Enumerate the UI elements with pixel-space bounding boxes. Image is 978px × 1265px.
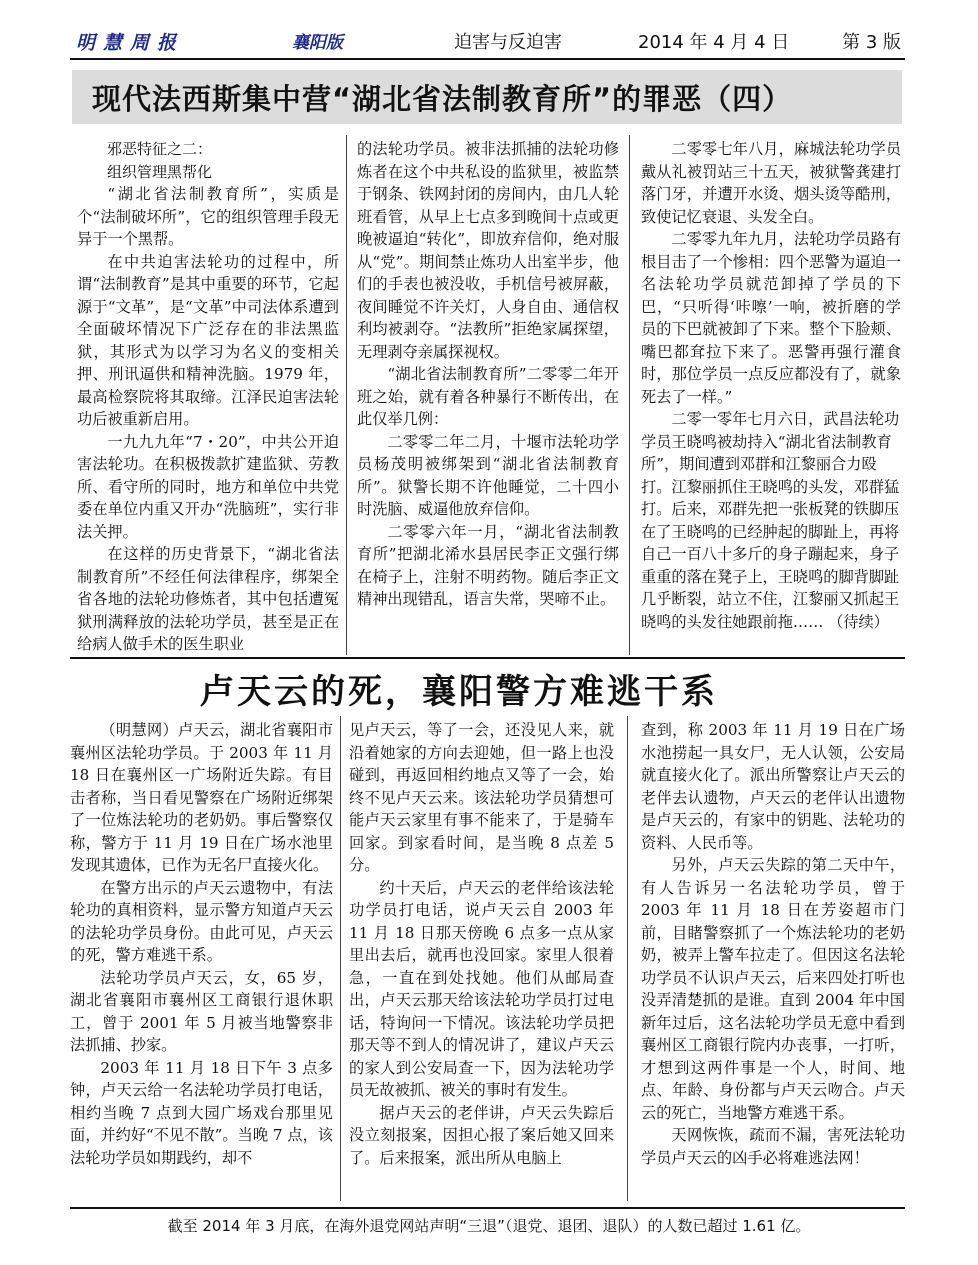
- paragraph: 在这样的历史背景下，“湖北省法制教育所”不经任何法律程序，绑架全省各地的法轮功修炼者，其中包括遭冤狱刑满释放的法轮功学员，甚至是正在给病人做手术的医生职业: [77, 545, 339, 653]
- article1-column-3: [641, 138, 901, 633]
- paragraph: 法轮功学员卢天云，女，65 岁，湖北省襄阳市襄州区工商银行退休职工，曾于 2001 年 5 月被当地警察非法抓捕、抄家。: [70, 968, 333, 1054]
- article2-column-2: [349, 719, 614, 1169]
- header-rule: [70, 58, 905, 60]
- article1-subheading: 组织管理黑帮化: [107, 162, 213, 181]
- article1-title: 现代法西斯集中营“湖北省法制教育所”的罪恶（四）: [92, 82, 793, 116]
- paragraph: 二零零二年二月，十堰市法轮功学员杨茂明被绑架到“湖北省法制教育所”。狱警长期不许他睡觉，二十四小时洗脑、威逼他放弃信仰。: [357, 432, 619, 518]
- paragraph: 约十天后，卢天云的老伴给该法轮功学员打电话，说卢天云自 2003 年 11 月 18 日那天傍晚 6 点多一点从家里出去后，就再也没回家。家里人很着急，一直在到处找她。他们从邮局查出，卢天云那天给该法轮功学员打过电话，特询问一下情况。该法轮功学员把那天等不到人的情况讲了，建议卢天云的家人到公安局查一下，因为法轮功学员无故被抓、被关的事时有发生。: [349, 878, 614, 1099]
- paragraph: （明慧网）卢天云，湖北省襄阳市襄州区法轮功学员。于 2003 年 11 月 18 日在襄州区一广场附近失踪。有目击者称，当日看见警察在广场附近绑架了一位炼法轮功的老奶奶。事后警察仅称，警方于 11 月 19 日在广场水池里发现其遗体，已作为无名尸直接火化。: [70, 721, 333, 874]
- paragraph: 另外，卢天云失踪的第二天中午，有人告诉另一名法轮功学员，曾于 2003 年 11 月 18 日在芳姿超市门前，目睹警察抓了一个炼法轮功的老奶奶，被弄上警车拉走了。但因这名法轮功学员不认识卢天云，后来四处打听也没弄清楚抓的是谁。直到 2004 年中国新年过后，这名法轮功学员无意中看到襄州区工商银行院内办丧事，一打听，才想到这两件事是一个人，时间、地点、年龄、身份都与卢天云吻合。卢天云的死亡，当地警方难逃干系。: [641, 856, 905, 1122]
- article-divider: [70, 657, 905, 659]
- column-divider: [627, 716, 628, 1201]
- paragraph: 二零零七年八月，麻城法轮功学员戴从礼被罚站三十五天，被狱警龚建打落门牙，并遭开水烫、烟头烫等酷刑，致使记忆衰退、头发全白。: [641, 140, 901, 226]
- article2-title: 卢天云的死，襄阳警方难逃干系: [200, 672, 718, 712]
- footer-rule: [70, 1207, 905, 1209]
- paragraph: 二零零六年一月，“湖北省法制教育所”把湖北浠水县居民李正文强行绑在椅子上，注射不明药物。随后李正文精神出现错乱，语言失常，哭啼不止。: [357, 522, 619, 608]
- column-divider: [340, 716, 341, 1201]
- paragraph: 一九九九年“7・20”，中共公开迫害法轮功。在积极拨款扩建监狱、劳教所、看守所的同时，地方和单位中共党委在单位内重又开办“洗脑班”，实行非法关押。: [77, 432, 339, 541]
- section-label: 迫害与反迫害: [454, 32, 562, 53]
- edition-label: 襄阳版: [292, 33, 343, 53]
- paragraph: 的法轮功学员。被非法抓捕的法轮功修炼者在这个中共私设的监狱里，被监禁于钢条、铁网封闭的房间内，由几人轮班看管，从早上七点多到晚间十点或更晚被逼迫“转化”，即放弃信仰，绝对服从“党”。期间禁止炼功人出室半步，他们的手表也被没收，手机信号被屏蔽，夜间睡觉不许关灯，人身自由、通信权利均被剥夺。“法教所”拒绝家属探望，无理剥夺亲属探视权。: [357, 140, 619, 361]
- paragraph: 见卢天云，等了一会，还没见人来，就沿着她家的方向去迎她，但一路上也没碰到，再返回相约地点又等了一会，始终不见卢天云来。该法轮功学员猜想可能卢天云家里有事不能来了，于是骑车回家。到家看时间，是当晚 8 点差 5 分。: [349, 721, 614, 874]
- masthead: 明慧周报: [76, 32, 185, 54]
- column-divider: [346, 135, 347, 655]
- paragraph: 查到，称 2003 年 11 月 19 日在广场水池捞起一具女尸，无人认领，公安局就直接火化了。派出所警察让卢天云的老伴去认遗物，卢天云的老伴认出遗物是卢天云的，有家中的钥匙、法轮功的资料、人民币等。: [641, 721, 905, 852]
- page-number: 第 3 版: [842, 32, 901, 53]
- paragraph: 天网恢恢，疏而不漏，害死法轮功学员卢天云的凶手必将难逃法网！: [641, 1126, 905, 1167]
- paragraph: 据卢天云的老伴讲，卢天云失踪后没立刻报案，因担心报了案后她又回来了。后来报案，派出所从电脑上: [349, 1103, 614, 1167]
- paragraph: 二零零九年九月，法轮功学员路有根目击了一个惨相：四个恶警为逼迫一名法轮功学员就范卸掉了学员的下巴，“只听得‘咔嚓’一响，被折磨的学员的下巴就被卸了下来。整个下脸颊、嘴巴都耷拉下来了。恶警再强行灌食时，那位学员一点反应都没有了，就象死去了一样。”: [641, 230, 901, 406]
- column-divider: [629, 135, 630, 655]
- paragraph: 在中共迫害法轮功的过程中，所谓“法制教育”是其中重要的环节，它起源于“文革”，是“文革”中司法体系遭到全面破坏情况下广泛存在的非法黑监狱，其形式为以学习为名义的变相关押、刑讯逼供和精神洗脑。1979 年，最高检察院将其取缔。江泽民迫害法轮功后被重新启用。: [77, 252, 339, 428]
- article1-column-2: [357, 138, 619, 611]
- paragraph: “湖北省法制教育所”，实质是个“法制破坏所”，它的组织管理手段无异于一个黑帮。: [77, 185, 339, 248]
- footer-notice: 截至 2014 年 3 月底，在海外退党网站声明“三退”（退党、退团、退队）的人数已超过 1.61 亿。: [167, 1217, 811, 1235]
- issue-date: 2014 年 4 月 4 日: [638, 32, 790, 53]
- article1-column-1: [77, 138, 339, 656]
- paragraph: 二零一零年七月六日，武昌法轮功学员王晓鸣被劫持入“湖北省法制教育所”，期间遭到邓群和江黎丽合力殴打。江黎丽抓住王晓鸣的头发，邓群猛打。后来，邓群先把一张板凳的铁脚压在了王晓鸣的已经肿起的脚趾上，再将自己一百八十多斤的身子蹦起来，身子重重的落在凳子上，王晓鸣的脚背脚趾几乎断裂，站立不住，江黎丽又抓起王晓鸣的头发往她跟前拖…… （待续）: [641, 410, 900, 631]
- paragraph: “湖北省法制教育所”二零零二年开班之始，就有着各种暴行不断传出，在此仅举几例：: [357, 365, 619, 428]
- paragraph: 2003 年 11 月 18 日下午 3 点多钟，卢天云给一名法轮功学员打电话，相约当晚 7 点到大园广场戏台那里见面，并约好“不见不散”。当晚 7 点，该法轮功学员如期践约，却不: [70, 1058, 333, 1167]
- article1-title-box: [72, 70, 902, 124]
- page-header: [70, 28, 905, 58]
- article2-column-3: [641, 719, 905, 1169]
- paragraph: 在警方出示的卢天云遗物中，有法轮功的真相资料，显示警方知道卢天云的法轮功学员身份。由此可见，卢天云的死，警方难逃干系。: [70, 878, 333, 964]
- article2-column-1: [70, 719, 333, 1169]
- article1-subheading: 邪恶特征之二：: [107, 140, 213, 158]
